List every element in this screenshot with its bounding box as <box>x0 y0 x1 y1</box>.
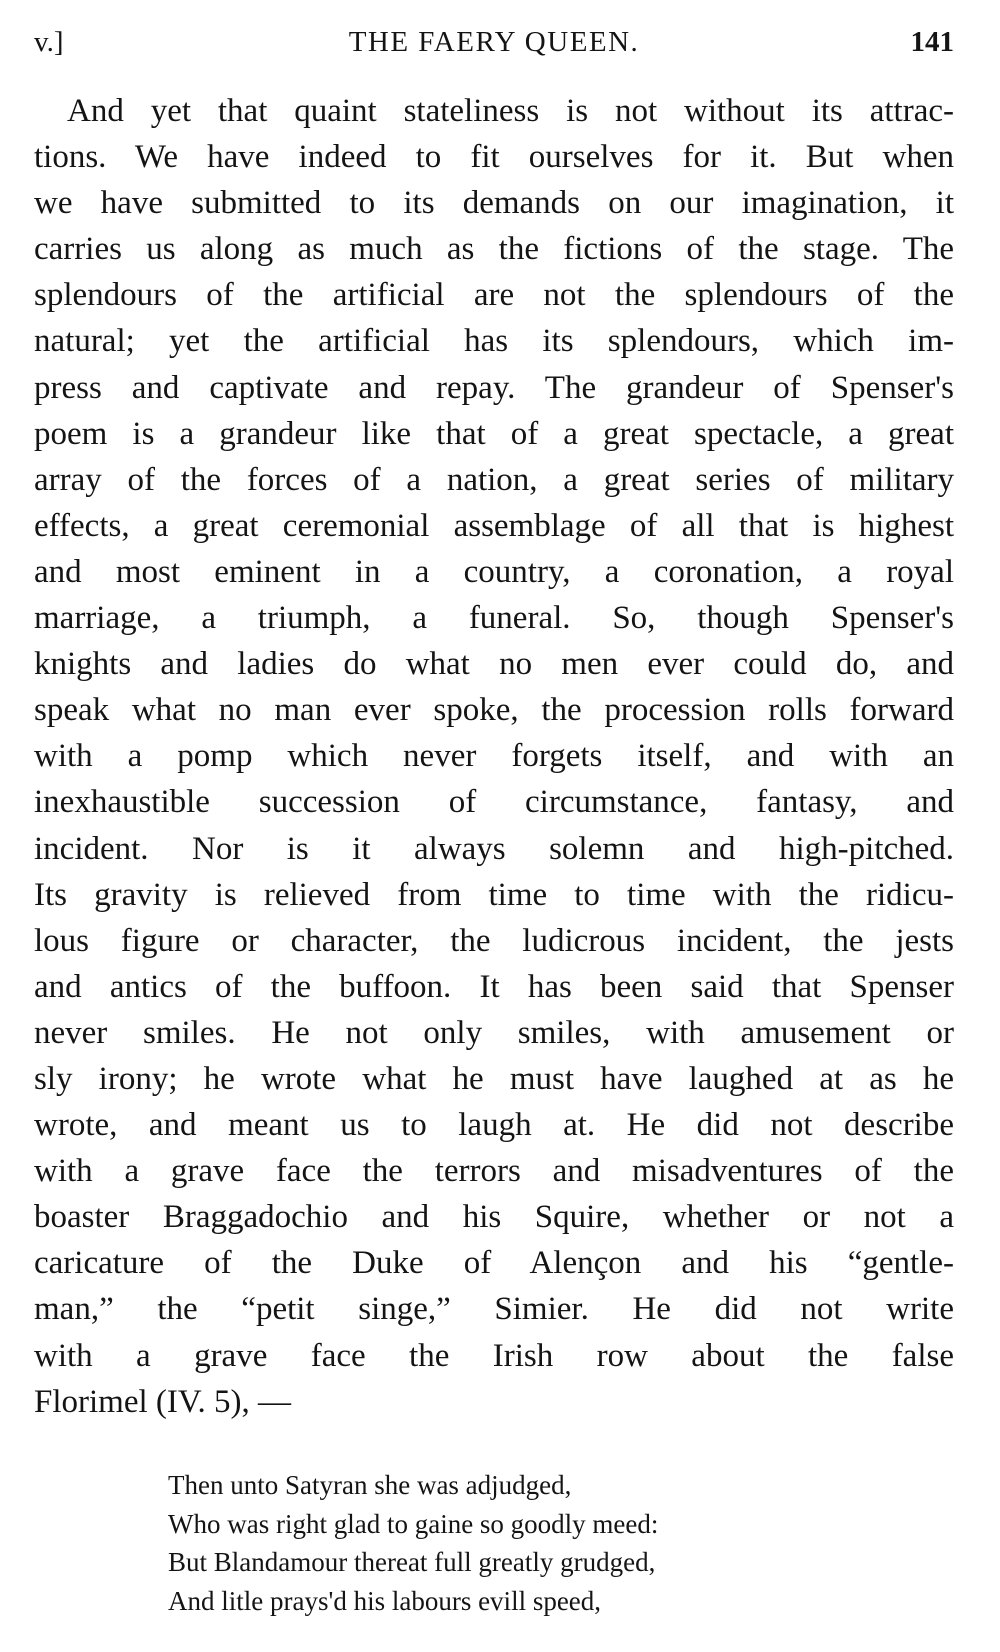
text-line: speak what no man ever spoke, the procession rolls forward <box>34 692 954 729</box>
text-line: poem is a grandeur like that of a great spectacle, a great <box>34 415 954 452</box>
text-line: sly irony; he wrote what he must have laughed at as he <box>34 1060 954 1097</box>
text-line: Its gravity is relieved from time to time with the ridicu- <box>34 876 954 913</box>
text-line: never smiles. He not only smiles, with amusement or <box>34 1014 954 1051</box>
verse-line: But Blandamour thereat full greatly grudged, <box>168 1547 656 1577</box>
chapter-marker: v.] <box>34 26 64 58</box>
text-line: splendours of the artificial are not the splendours of the <box>34 277 954 314</box>
text-line: with a grave face the Irish row about the false <box>34 1337 954 1374</box>
text-line: we have submitted to its demands on our imagination, it <box>34 185 954 222</box>
verse-quotation <box>168 1466 868 1620</box>
verse-line: Who was right glad to gaine so goodly meed: <box>168 1508 659 1539</box>
text-line: tions. We have indeed to fit ourselves for it. But when <box>34 139 954 176</box>
text-line: and antics of the buffoon. It has been said that Spenser <box>34 968 954 1005</box>
text-line: lous figure or character, the ludicrous incident, the jests <box>34 922 954 959</box>
text-line: incident. Nor is it always solemn and high-pitched. <box>34 830 954 867</box>
text-line: inexhaustible succession of circumstance, fantasy, and <box>34 784 954 821</box>
body-paragraph <box>34 88 954 1425</box>
text-line: and most eminent in a country, a coronation, a royal <box>34 553 954 590</box>
verse-line: Then unto Satyran she was adjudged, <box>168 1470 572 1500</box>
text-line: boaster Braggadochio and his Squire, whether or not a <box>34 1199 954 1236</box>
text-line: Florimel (IV. 5), — <box>34 1383 291 1420</box>
book-page <box>34 0 954 1652</box>
running-head <box>34 20 954 64</box>
text-line: marriage, a triumph, a funeral. So, though Spenser's <box>34 600 954 637</box>
text-line: man,” the “petit singe,” Simier. He did not write <box>34 1291 954 1328</box>
page-number: 141 <box>910 26 954 58</box>
text-line: with a pomp which never forgets itself, and with an <box>34 738 954 775</box>
text-line: And yet that quaint stateliness is not without its attrac- <box>67 93 954 129</box>
text-line: with a grave face the terrors and misadventures of the <box>34 1153 954 1190</box>
running-title: THE FAERY QUEEN. <box>348 26 640 58</box>
text-line: press and captivate and repay. The grandeur of Spenser's <box>34 369 954 406</box>
text-line: knights and ladies do what no men ever could do, and <box>34 646 954 683</box>
text-line: carries us along as much as the fictions of the stage. The <box>34 231 954 268</box>
text-line: wrote, and meant us to laugh at. He did not describe <box>34 1107 954 1144</box>
text-line: effects, a great ceremonial assemblage of all that is highest <box>34 507 954 544</box>
text-line: caricature of the Duke of Alençon and his “gentle- <box>34 1245 954 1282</box>
verse-line: And litle prays'd his labours evill speed, <box>168 1585 602 1616</box>
text-line: array of the forces of a nation, a great series of military <box>34 461 954 498</box>
text-line: natural; yet the artificial has its splendours, which im- <box>34 323 954 360</box>
